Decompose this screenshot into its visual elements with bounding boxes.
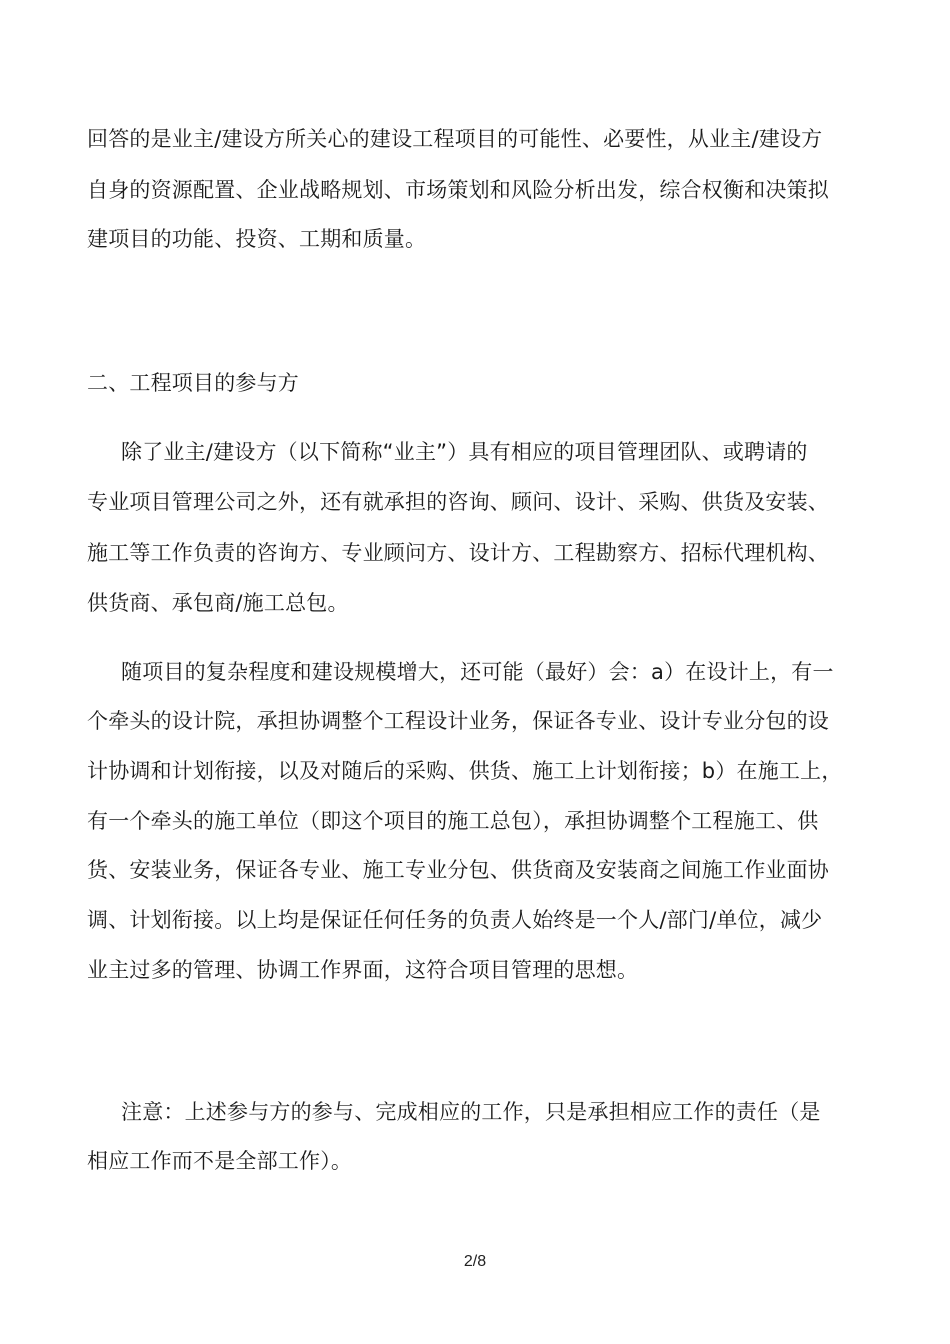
paragraph-3-line-2: 个牵头的设计院，承担协调整个工程设计业务，保证各专业、设计专业分包的设 — [87, 709, 829, 733]
paragraph-3-line-4: 有一个牵头的施工单位（即这个项目的施工总包），承担协调整个工程施工、供 — [87, 809, 819, 833]
paragraph-3-line-5: 货、安装业务，保证各专业、施工专业分包、供货商及安装商之间施工作业面协 — [87, 858, 829, 882]
paragraph-3-line-6: 调、计划衔接。以上均是保证任何任务的负责人始终是一个人/部门/单位，减少 — [87, 908, 823, 932]
paragraph-1-line-1: 回答的是业主/建设方所关心的建设工程项目的可能性、必要性，从业主/建设方 — [87, 127, 823, 151]
paragraph-2-line-1: 除了业主/建设方（以下简称“业主”）具有相应的项目管理团队、或聘请的 — [121, 440, 808, 464]
paragraph-4-line-1: 注意：上述参与方的参与、完成相应的工作，只是承担相应工作的责任（是 — [121, 1100, 821, 1124]
paragraph-3-line-3: 计协调和计划衔接，以及对随后的采购、供货、施工上计划衔接；b）在施工上， — [87, 759, 843, 783]
page-number: 2/8 — [463, 1253, 487, 1270]
paragraph-4-line-2: 相应工作而不是全部工作）。 — [87, 1149, 353, 1173]
section-heading: 二、工程项目的参与方 — [87, 371, 299, 395]
paragraph-2-line-4: 供货商、承包商/施工总包。 — [87, 591, 349, 615]
paragraph-1-line-3: 建项目的功能、投资、工期和质量。 — [87, 227, 427, 251]
paragraph-3-line-1: 随项目的复杂程度和建设规模增大，还可能（最好）会：a）在设计上，有一 — [121, 660, 834, 684]
paragraph-1-line-2: 自身的资源配置、企业战略规划、市场策划和风险分析出发，综合权衡和决策拟 — [87, 178, 829, 202]
paragraph-3-line-7: 业主过多的管理、协调工作界面，这符合项目管理的思想。 — [87, 958, 639, 982]
paragraph-2-line-3: 施工等工作负责的咨询方、专业顾问方、设计方、工程勘察方、招标代理机构、 — [87, 541, 829, 565]
paragraph-2-line-2: 专业项目管理公司之外，还有就承担的咨询、顾问、设计、采购、供货及安装、 — [87, 490, 829, 514]
